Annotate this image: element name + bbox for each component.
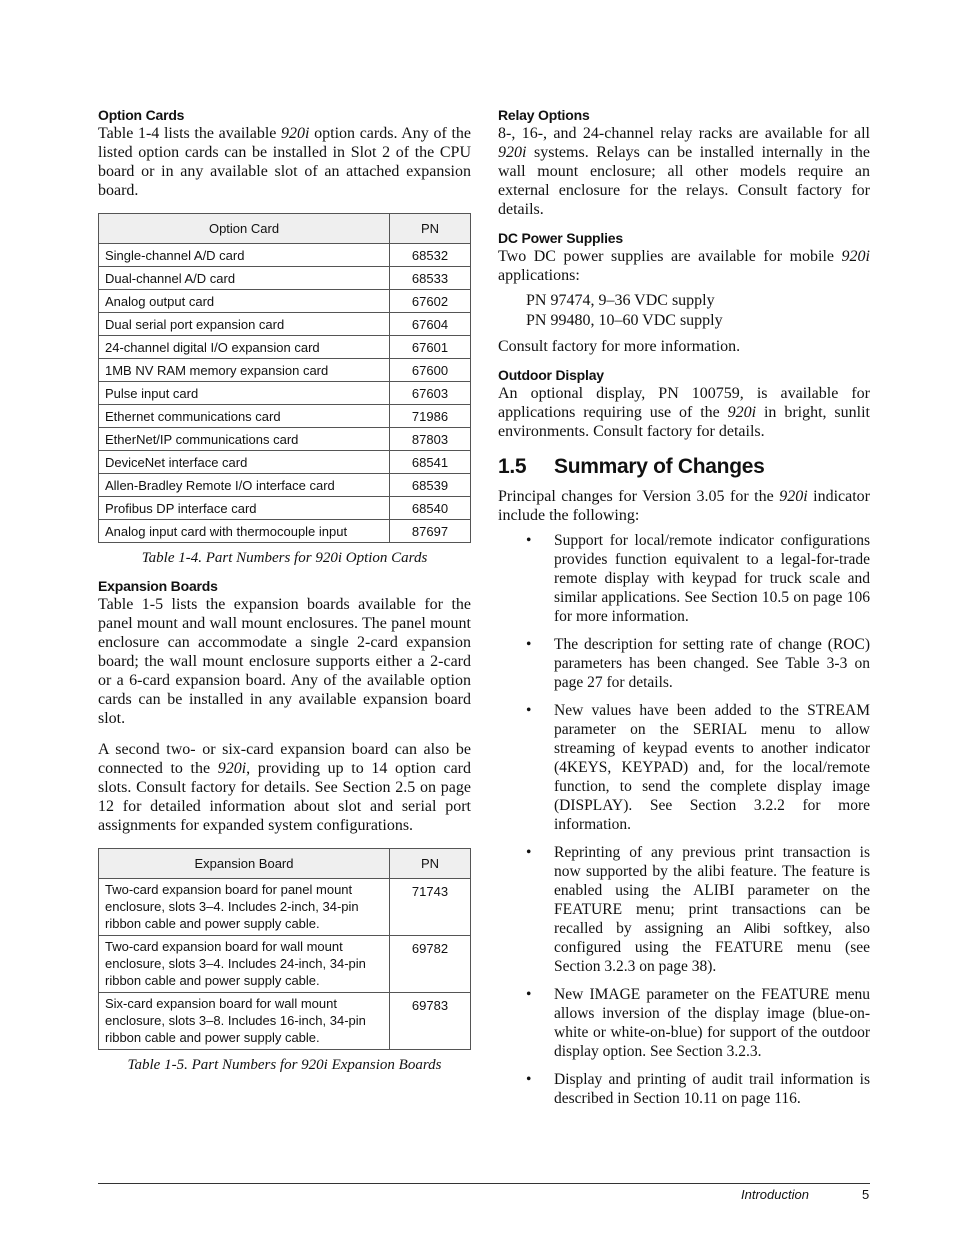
dc-power-note: Consult factory for more information.	[498, 338, 741, 355]
part-number: 69783	[390, 993, 471, 1050]
part-number: 67604	[390, 313, 471, 336]
text: indicator include the following:	[498, 488, 870, 524]
part-number: 67603	[390, 382, 471, 405]
list-item	[498, 1070, 870, 1108]
part-number: 68539	[390, 474, 471, 497]
option-card-name: Pulse input card	[99, 382, 390, 405]
part-number: 71743	[390, 879, 471, 936]
option-card-name: EtherNet/IP communications card	[99, 428, 390, 451]
part-number: 68532	[390, 244, 471, 267]
expansion-board-description: Six-card expansion board for wall mount enclosure, slots 3–8. Includes 16-inch, 34-pin ribbon cable and power supply cable.	[99, 993, 390, 1050]
text: A second two- or six-card expansion board can also be connected to the	[98, 741, 471, 777]
option-card-name: Analog input card with thermocouple input	[99, 520, 390, 543]
text: Support for local/remote indicator configurations provides function equivalent to a legal-for-trade remote display with keypad for truck scale and similar applications. See Section 10.5 on page 106 for more information.	[554, 532, 870, 625]
expansion-board-description: Two-card expansion board for panel mount enclosure, slots 3–4. Includes 2-inch, 34-pin ribbon cable and power supply cable.	[99, 879, 390, 936]
text: applications:	[498, 267, 580, 284]
text: Table 1-4 lists the available	[98, 125, 282, 142]
section-title: Summary of Changes	[554, 455, 765, 478]
list-item	[498, 531, 870, 626]
text: Option Cards	[342, 550, 428, 566]
product-name: 920i	[727, 404, 757, 421]
option-card-name: Dual serial port expansion card	[99, 313, 390, 336]
text: , providing up to 14 option card slots. Consult factory for details. See Section 2.5 on page 12 for detailed information about slot and serial port assignments for expanded system configurations.	[98, 760, 471, 834]
page-number: 5	[862, 1187, 870, 1202]
expansion-boards-table	[98, 848, 471, 1050]
part-number: 87697	[390, 520, 471, 543]
text: Reprinting of any previous print transaction is now supported by the alibi feature. The feature is enabled using the ALIBI parameter on the FEATURE menu; print transactions can be recalled by assigning an	[554, 844, 870, 937]
text: An optional display, PN 100759, is available for applications requiring use of the	[498, 385, 870, 421]
table-row	[99, 520, 471, 543]
option-card-name: Single-channel A/D card	[99, 244, 390, 267]
product-name: 920i	[217, 760, 247, 777]
column-header-pn: PN	[390, 214, 471, 244]
table-row	[99, 474, 471, 497]
softkey-name: Alibi	[743, 920, 771, 936]
bullet-icon: •	[526, 532, 532, 549]
outdoor-display-paragraph	[498, 384, 870, 441]
option-card-name: DeviceNet interface card	[99, 451, 390, 474]
part-number: 67600	[390, 359, 471, 382]
option-cards-table	[98, 213, 471, 543]
part-number: 67602	[390, 290, 471, 313]
product-name: 920i	[779, 488, 808, 505]
summary-intro	[498, 487, 870, 525]
table-row	[99, 428, 471, 451]
text: Principal changes for Version 3.05 for the	[498, 488, 780, 505]
power-supply-item: PN 99480, 10–60 VDC supply	[526, 312, 723, 329]
text: option cards. Any of the listed option cards can be installed in Slot 2 of the CPU board or in any available slot of an attached expansion board.	[98, 125, 471, 199]
table-row	[99, 497, 471, 520]
text: New IMAGE parameter on the FEATURE menu allows inversion of the display image (blue-on-white or white-on-blue) for support of the outdoor display option. See Section 3.2.3.	[554, 986, 870, 1060]
text: Table 1-5. Part Numbers for	[127, 1057, 302, 1073]
bullet-icon: •	[526, 1071, 532, 1088]
expansion-boards-paragraph-1: Table 1-5 lists the expansion boards available for the panel mount and wall mount enclosures. The panel mount enclosure can accommodate a single 2-card expansion board; the wall mount enclosure supports either a 2-card or a 6-card expansion board. Any of the available option cards can be installed in any available expansion board slot.	[98, 596, 471, 727]
bullet-icon: •	[526, 636, 532, 653]
text: Display and printing of audit trail information is described in Section 10.11 on page 116.	[554, 1071, 870, 1107]
table-row	[99, 382, 471, 405]
left-column	[98, 106, 471, 1084]
option-card-name: Allen-Bradley Remote I/O interface card	[99, 474, 390, 497]
option-card-name: Analog output card	[99, 290, 390, 313]
option-card-name: Profibus DP interface card	[99, 497, 390, 520]
part-number: 68540	[390, 497, 471, 520]
expansion-boards-heading: Expansion Boards	[98, 578, 218, 594]
text: Expansion Boards	[327, 1057, 442, 1073]
part-number: 67601	[390, 336, 471, 359]
part-number: 87803	[390, 428, 471, 451]
dc-power-heading: DC Power Supplies	[498, 230, 623, 246]
power-supply-item: PN 97474, 9–36 VDC supply	[526, 292, 715, 309]
list-item	[498, 635, 870, 692]
footer-section-name: Introduction	[741, 1187, 809, 1202]
part-number: 68541	[390, 451, 471, 474]
relay-options-paragraph	[498, 124, 870, 219]
table-1-4-caption	[98, 550, 471, 567]
option-cards-paragraph	[98, 124, 471, 200]
table-row	[99, 993, 471, 1050]
list-item	[498, 701, 870, 834]
part-number: 71986	[390, 405, 471, 428]
product-name: 920i	[841, 248, 870, 265]
changes-list	[498, 531, 870, 1108]
part-number: 68533	[390, 267, 471, 290]
text: Table 1-4. Part Numbers for	[141, 550, 316, 566]
section-heading	[498, 455, 870, 479]
text: The description for setting rate of change (ROC) parameters has been changed. See Table 3-3 on page 27 for details.	[554, 636, 870, 691]
text: Two DC power supplies are available for mobile	[498, 248, 842, 265]
option-card-name: Dual-channel A/D card	[99, 267, 390, 290]
text: in bright, sunlit environments. Consult factory for details.	[498, 404, 870, 440]
column-header-option-card: Option Card	[99, 214, 390, 244]
power-supply-list	[526, 291, 870, 331]
table-row	[99, 244, 471, 267]
text: systems. Relays can be installed internally in the wall mount enclosure; all other models require an external enclosure for the relays. Consult factory for details.	[498, 144, 870, 218]
bullet-icon: •	[526, 702, 532, 719]
table-row	[99, 936, 471, 993]
list-item	[498, 843, 870, 976]
option-cards-heading: Option Cards	[98, 107, 185, 123]
section-number: 1.5	[498, 455, 527, 478]
table-row	[99, 336, 471, 359]
table-row	[99, 359, 471, 382]
footer-rule	[98, 1183, 870, 1184]
text: 8-, 16-, and 24-channel relay racks are available for all	[498, 125, 870, 142]
product-name: 920i	[281, 125, 310, 142]
text: softkey, also configured using the FEATURE menu (see Section 3.2.3 on page 38).	[554, 920, 870, 975]
part-number: 69782	[390, 936, 471, 993]
table-row	[99, 290, 471, 313]
expansion-boards-paragraph-2	[98, 740, 471, 835]
product-name: 920i	[301, 1057, 328, 1073]
product-name: 920i	[315, 550, 342, 566]
column-header-pn: PN	[390, 849, 471, 879]
bullet-icon: •	[526, 986, 532, 1003]
right-column	[498, 106, 870, 1117]
option-card-name: Ethernet communications card	[99, 405, 390, 428]
table-row	[99, 879, 471, 936]
list-item	[498, 985, 870, 1061]
bullet-icon: •	[526, 844, 532, 861]
table-row	[99, 267, 471, 290]
text: New values have been added to the STREAM parameter on the SERIAL menu to allow streaming of keypad events to another indicator (4KEYS, KEYPAD) and, for the local/remote function, to send the complete display image (DISPLAY). See Section 3.2.2 for more information.	[554, 702, 870, 833]
column-header-expansion-board: Expansion Board	[99, 849, 390, 879]
product-name: 920i	[498, 144, 527, 161]
table-row	[99, 405, 471, 428]
outdoor-display-heading: Outdoor Display	[498, 367, 604, 383]
option-card-name: 1MB NV RAM memory expansion card	[99, 359, 390, 382]
dc-power-paragraph	[498, 247, 870, 285]
table-row	[99, 313, 471, 336]
table-row	[99, 451, 471, 474]
expansion-board-description: Two-card expansion board for wall mount enclosure, slots 3–4. Includes 24-inch, 34-pin ribbon cable and power supply cable.	[99, 936, 390, 993]
table-1-5-caption	[98, 1057, 471, 1074]
option-card-name: 24-channel digital I/O expansion card	[99, 336, 390, 359]
relay-options-heading: Relay Options	[498, 107, 590, 123]
